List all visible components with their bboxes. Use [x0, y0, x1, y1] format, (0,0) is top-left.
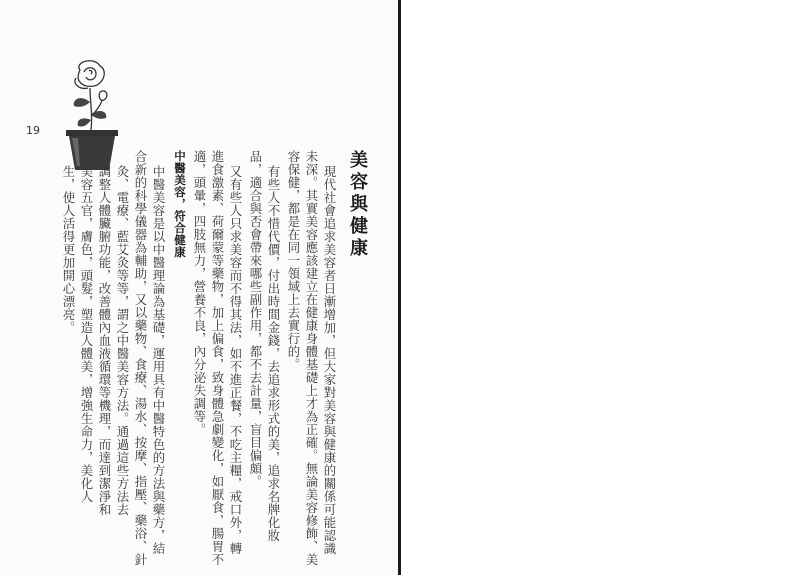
chapter-title: 美容與健康 — [347, 150, 368, 260]
text-column: 現代社會追求美容者日漸增加，但大家對美容與健康的關係可能認識 — [322, 165, 337, 555]
potted-rose-illustration — [60, 58, 122, 178]
text-column: 調整人體臟腑功能，改善體內血液循環等機理，而達到潔淨和 — [97, 165, 112, 516]
text-column: 有些人不惜代價，付出時間金錢，去追求形式的美，追求名牌化妝 — [266, 165, 281, 542]
right-page-blank — [401, 0, 800, 575]
text-column: 生，使人活得更加開心漂亮。 — [61, 165, 76, 334]
text-column: 品，適合與否會帶來哪些副作用，都不去計量，盲目偏頗。 — [248, 150, 263, 488]
section-subheading: 中醫美容，符合健康 — [173, 150, 187, 258]
left-page — [0, 0, 398, 575]
text-column: 適，頭暈，四肢無力，營養不良，內分泌失調等。 — [192, 150, 207, 436]
text-column: 灸、電療、藍艾灸等等，謂之中醫美容方法。通過這些方法去 — [115, 165, 130, 516]
text-column: 又有些人只求美容而不得其法，如不進正餐，不吃主糧，戒口外，轉 — [228, 165, 243, 555]
text-column: 未深。其實美容應該建立在健康身體基礎上才為正確。無論美容修飾、美 — [304, 150, 319, 566]
text-column: 美容五官，膚色，頭髮，塑造人體美，增強生命力，美化人 — [79, 165, 94, 503]
text-column: 中醫美容是以中醫理論為基礎，運用具有中醫特色的方法與藥方，結 — [151, 165, 166, 555]
page-number: 19 — [26, 124, 40, 137]
text-column: 進食激素、荷爾蒙等藥物，加上偏食，致身體急劇變化，如厭食，腸胃不 — [210, 150, 225, 566]
text-column: 合新的科學儀器為輔助，又以藥物、食療、湯水、按摩、指壓、藥浴、針 — [133, 150, 148, 566]
text-column: 容保健，都是在同一領域上去實行的。 — [286, 150, 301, 371]
